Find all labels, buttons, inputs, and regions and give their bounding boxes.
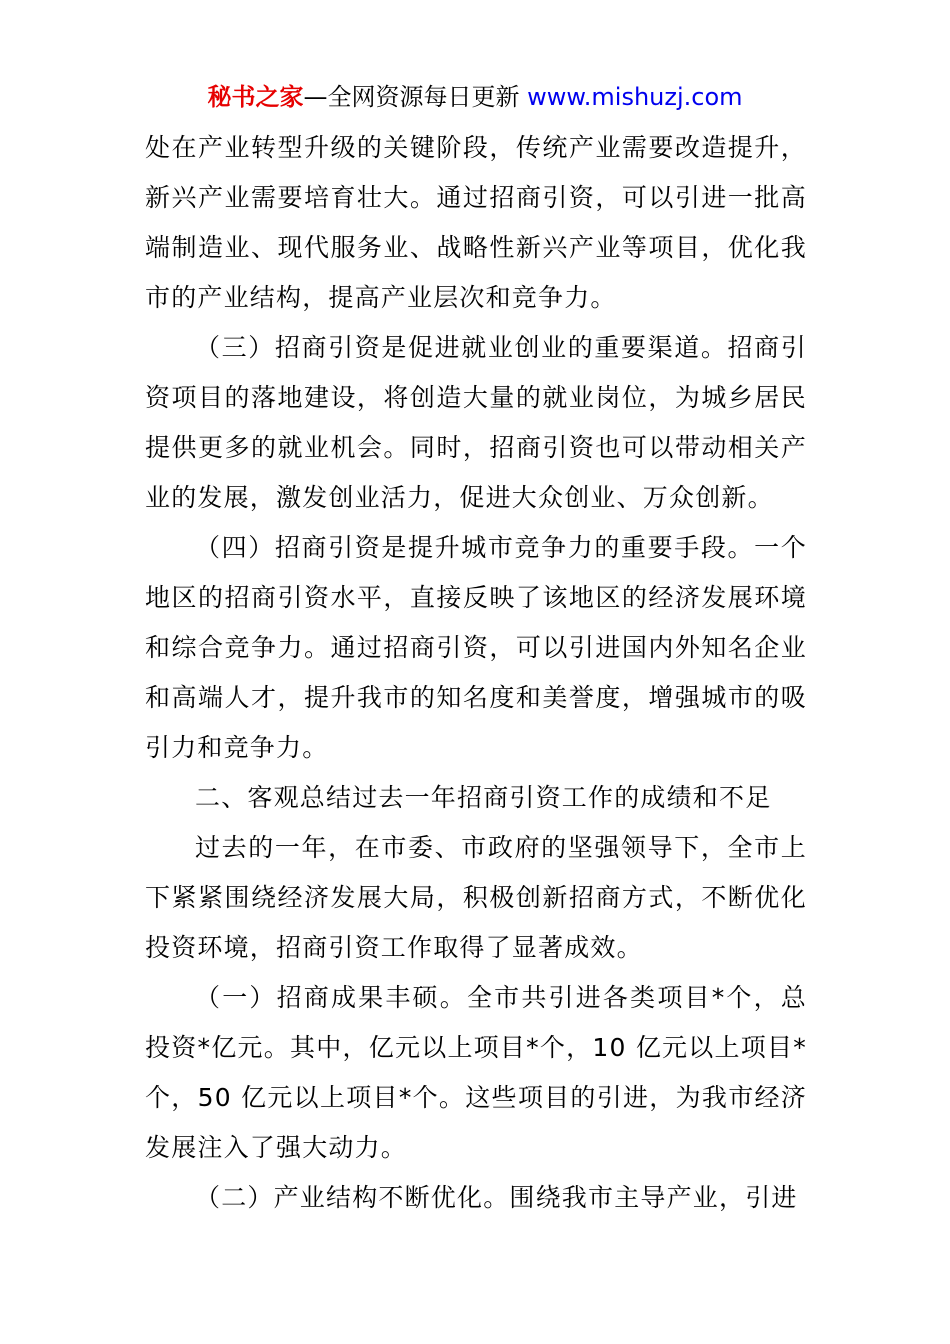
site-url-link[interactable]: www.mishuzj.com [527, 83, 743, 111]
paragraph-achievement-2: （二）产业结构不断优化。围绕我市主导产业，引进 [195, 1183, 798, 1212]
paragraph-continuation: 处在产业转型升级的关键阶段，传统产业需要改造提升，新兴产业需要培育壮大。通过招商引资，可以引进一批高端制造业、现代服务业、战略性新兴产业等项目，优化我市的产业结构，提高产业层次和竞争力。 [145, 133, 807, 312]
paragraph-summary: 过去的一年，在市委、市政府的坚强领导下，全市上下紧紧围绕经济发展大局，积极创新招商方式，不断优化投资环境，招商引资工作取得了显著成效。 [145, 833, 807, 962]
page-header [0, 80, 950, 114]
section-heading-2: 二、客观总结过去一年招商引资工作的成绩和不足 [195, 783, 772, 812]
paragraph-section-4: （四）招商引资是提升城市竞争力的重要手段。一个地区的招商引资水平，直接反映了该地区的经济发展环境和综合竞争力。通过招商引资，可以引进国内外知名企业和高端人才，提升我市的知名度和美誉度，增强城市的吸引力和竞争力。 [145, 533, 807, 762]
paragraph-section-3: （三）招商引资是促进就业创业的重要渠道。招商引资项目的落地建设，将创造大量的就业岗位，为城乡居民提供更多的就业机会。同时，招商引资也可以带动相关产业的发展，激发创业活力，促进大众创业、万众创新。 [145, 333, 807, 512]
paragraph-achievement-1: （一）招商成果丰硕。全市共引进各类项目*个，总投资*亿元。其中，亿元以上项目*个，10 亿元以上项目*个，50 亿元以上项目*个。这些项目的引进，为我市经济发展注入了强大动力。 [145, 983, 807, 1162]
header-tagline: —全网资源每日更新 [303, 83, 528, 111]
document-body [145, 123, 807, 1223]
brand-name: 秘书之家 [207, 83, 304, 111]
